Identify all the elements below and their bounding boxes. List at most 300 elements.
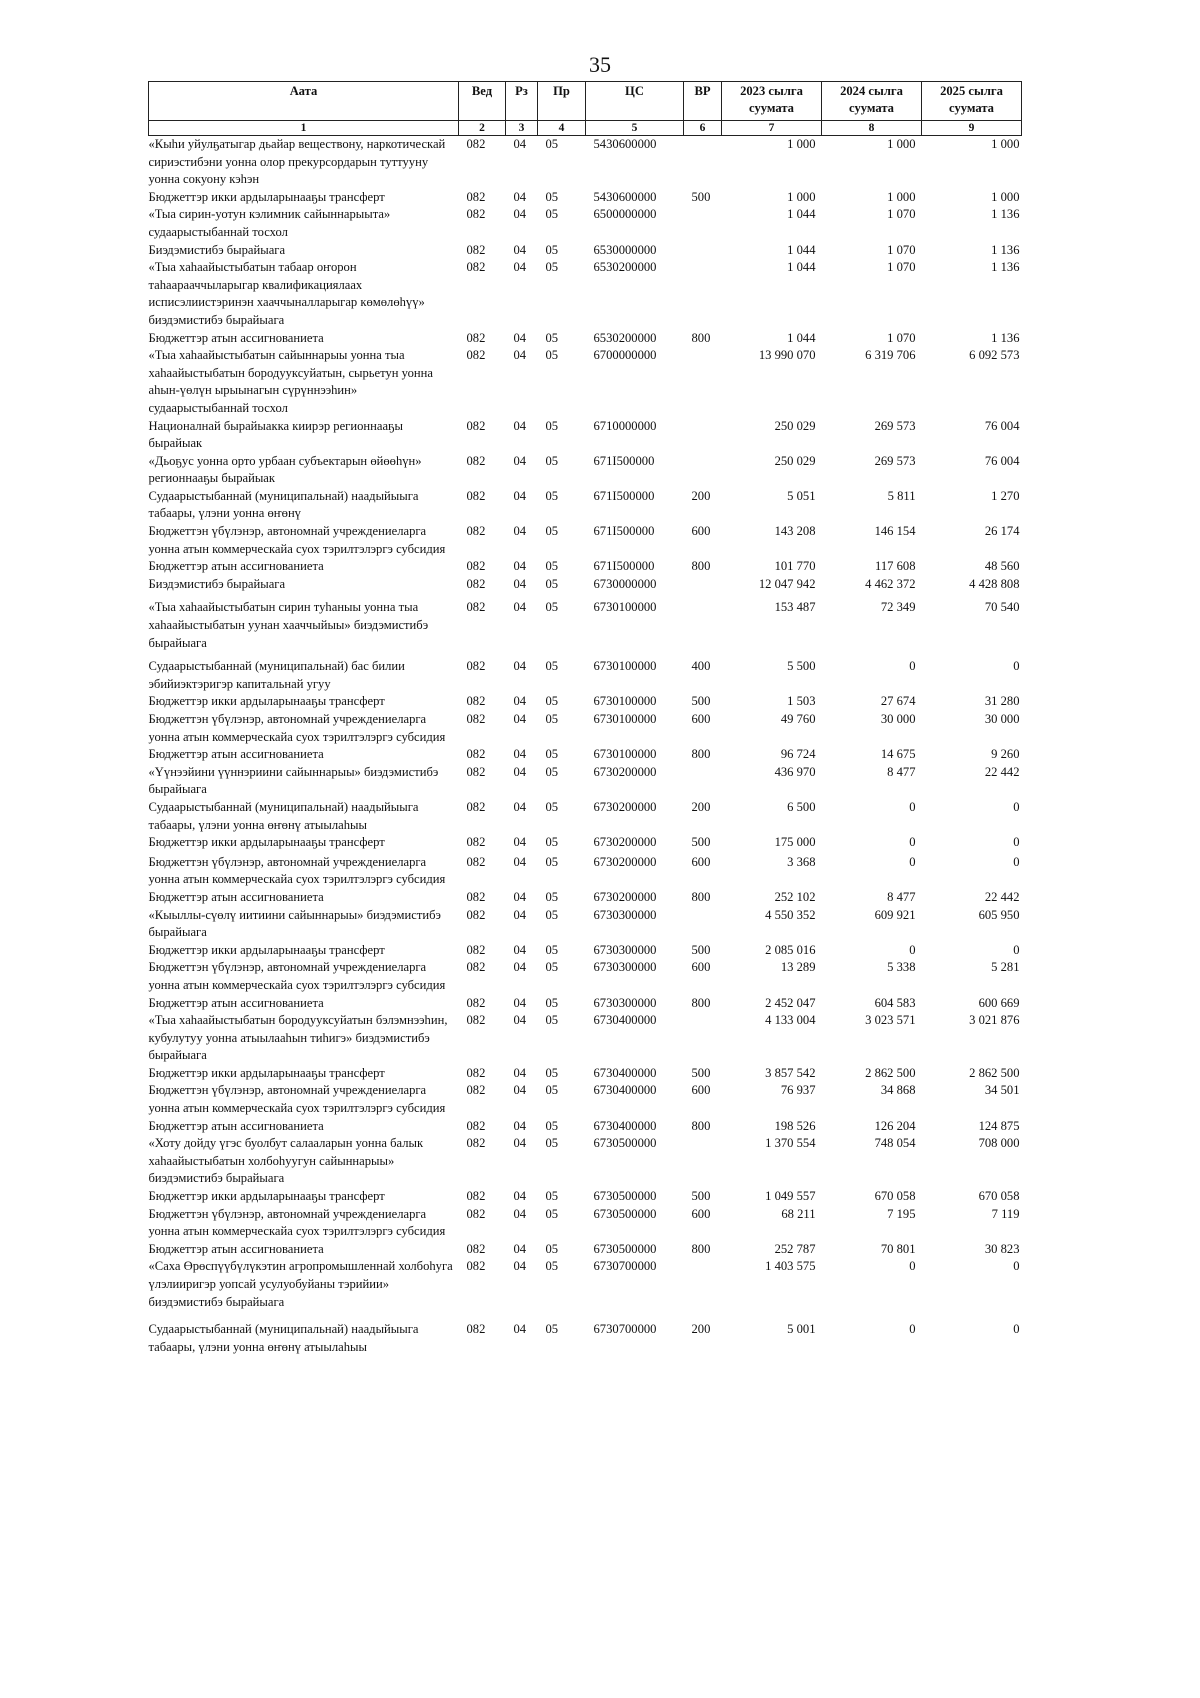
table-row: [149, 1206, 1022, 1241]
row-ved: 082: [466, 260, 486, 275]
row-cs: 6700000000: [593, 348, 657, 363]
row-name: «Саха Өрөспүүбүлүкэтин агропромышленнай холбоһуга үлэлииригэр уопсай усулуобуйаны тэрийии» биэдэмистибэ бырайыага: [148, 1259, 453, 1309]
row-amount-2025: 0: [1013, 659, 1020, 674]
row-pr: 05: [545, 559, 559, 574]
row-vr: [684, 1012, 722, 1065]
table-row: [149, 1188, 1022, 1206]
row-amount-2024: 4 462 372: [865, 576, 916, 591]
row-cs: 6730400000: [593, 1083, 657, 1098]
header-name: Аата: [149, 82, 459, 121]
row-amount-2025: 76 004: [984, 453, 1020, 468]
row-amount-2023: 101 770: [774, 559, 816, 574]
row-vr: [684, 259, 722, 329]
row-pr: 05: [545, 330, 559, 345]
row-name: Бюджеттэр атын ассигнованиета: [148, 1118, 324, 1133]
row-amount-2025: 124 875: [978, 1118, 1020, 1133]
table-row: [149, 1065, 1022, 1083]
row-vr: 200: [691, 799, 711, 814]
table-row: [149, 693, 1022, 711]
row-rz: 04: [513, 600, 527, 615]
table-row: [149, 136, 1022, 189]
row-amount-2025: 1 136: [991, 330, 1020, 345]
row-ved: 082: [466, 524, 486, 539]
row-amount-2025: 1 136: [991, 207, 1020, 222]
row-amount-2025: 605 950: [978, 907, 1020, 922]
row-amount-2023: 49 760: [780, 712, 816, 726]
row-amount-2024: 0: [909, 799, 916, 814]
row-pr: 05: [545, 1083, 559, 1098]
row-rz: 04: [513, 659, 527, 674]
row-pr: 05: [545, 207, 559, 222]
row-amount-2025: 0: [1013, 1322, 1020, 1337]
row-ved: 082: [466, 854, 486, 869]
row-amount-2025: 30 000: [984, 712, 1020, 726]
row-amount-2024: 146 154: [874, 524, 916, 539]
row-ved: 082: [466, 799, 486, 814]
row-amount-2023: 2 452 047: [765, 995, 816, 1010]
row-rz: 04: [513, 1322, 527, 1337]
row-rz: 04: [513, 712, 527, 726]
row-amount-2023: 13 289: [780, 960, 816, 975]
row-vr: 800: [691, 1241, 711, 1256]
column-number: 8: [822, 121, 922, 136]
row-amount-2024: 0: [909, 1259, 916, 1274]
row-vr: 500: [691, 189, 711, 204]
row-name: Судаарыстыбаннай (муниципальнай) наадыйыыга табаары, үлэни уонна өҥөнү атыылаһыы: [148, 1322, 419, 1354]
row-name: Бюджеттэр атын ассигнованиета: [148, 330, 324, 345]
row-amount-2024: 1 070: [887, 207, 916, 222]
row-ved: 082: [466, 712, 486, 726]
row-pr: 05: [545, 1118, 559, 1133]
row-amount-2025: 1 000: [991, 189, 1020, 204]
table-row: [149, 764, 1022, 799]
row-name: Бюджеттэн үбүлэнэр, автономнай учреждениеларга уонна атын коммерческайа суох тэрилтэлэргэ субсидия: [148, 524, 446, 556]
row-amount-2024: 1 000: [887, 137, 916, 151]
row-cs: 6730700000: [593, 1322, 657, 1337]
row-ved: 082: [466, 488, 486, 503]
row-pr: 05: [545, 1013, 559, 1028]
row-rz: 04: [513, 1118, 527, 1133]
row-vr: 800: [691, 1118, 711, 1133]
row-amount-2025: 0: [1013, 1259, 1020, 1274]
row-ved: 082: [466, 1083, 486, 1098]
row-amount-2024: 1 000: [887, 189, 916, 204]
row-amount-2023: 1 049 557: [765, 1189, 816, 1204]
row-amount-2024: 126 204: [874, 1118, 916, 1133]
row-name: Бюджеттэн үбүлэнэр, автономнай учреждениеларга уонна атын коммерческайа суох тэрилтэлэргэ субсидия: [148, 854, 446, 887]
row-name: Бюджеттэр икки ардыларынааҕы трансферт: [148, 942, 385, 957]
row-amount-2025: 670 058: [978, 1189, 1020, 1204]
table-row: [149, 942, 1022, 960]
row-name: «Тыа хаһаайыстыбатын бородууксуйатын бэлэмнээһин, кубулутуу уонна атыылааһын тиһигэ» биэдэмистибэ бырайыага: [148, 1013, 448, 1063]
row-vr: 500: [691, 835, 711, 850]
table-row: [149, 453, 1022, 488]
row-vr: 800: [691, 995, 711, 1010]
row-name: Бюджеттэр атын ассигнованиета: [148, 747, 324, 762]
row-pr: 05: [545, 1322, 559, 1337]
row-pr: 05: [545, 1189, 559, 1204]
row-vr: 600: [691, 1083, 711, 1098]
row-amount-2024: 1 070: [887, 242, 916, 257]
row-cs: 6730100000: [593, 694, 657, 709]
table-row: [149, 330, 1022, 348]
row-ved: 082: [466, 995, 486, 1010]
row-amount-2024: 2 862 500: [865, 1065, 916, 1080]
row-pr: 05: [545, 694, 559, 709]
row-ved: 082: [466, 348, 486, 363]
row-amount-2024: 7 195: [887, 1206, 916, 1221]
row-rz: 04: [513, 1241, 527, 1256]
row-ved: 082: [466, 907, 486, 922]
row-name: Судаарыстыбаннай (муниципальнай) наадыйыыга табаары, үлэни уонна өҥөнү атыылаһыы: [148, 799, 419, 832]
row-amount-2025: 0: [1013, 942, 1020, 957]
row-name: Биэдэмистибэ бырайыага: [148, 242, 286, 257]
row-rz: 04: [513, 835, 527, 850]
row-vr: 800: [691, 747, 711, 762]
table-row: [149, 959, 1022, 994]
row-amount-2023: 1 044: [787, 330, 816, 345]
row-amount-2024: 5 338: [887, 960, 916, 975]
row-pr: 05: [545, 524, 559, 539]
row-amount-2025: 1 136: [991, 260, 1020, 275]
row-ved: 082: [466, 453, 486, 468]
row-amount-2024: 34 868: [880, 1083, 916, 1098]
row-vr: [684, 764, 722, 799]
row-ved: 082: [466, 1065, 486, 1080]
row-cs: 6730500000: [593, 1136, 657, 1151]
row-amount-2024: 27 674: [880, 694, 916, 709]
table-row: [149, 576, 1022, 600]
row-vr: 800: [691, 330, 711, 345]
row-pr: 05: [545, 712, 559, 726]
header-rz: Рз: [506, 82, 538, 121]
row-amount-2024: 269 573: [874, 418, 916, 433]
row-cs: 6730200000: [593, 764, 657, 779]
row-name: Бюджеттэр икки ардыларынааҕы трансферт: [148, 694, 385, 709]
row-name: «Дьоҕус уонна орто урбаан субъектарын өйөөһүн» регионнааҕы бырайыак: [148, 453, 422, 486]
row-amount-2024: 5 811: [887, 488, 916, 503]
row-amount-2023: 5 051: [787, 488, 816, 503]
row-rz: 04: [513, 1259, 527, 1274]
row-cs: 6730100000: [593, 712, 657, 726]
header-2023: 2023 сылга суумата: [722, 82, 822, 121]
row-name: Бюджеттэр атын ассигнованиета: [148, 1241, 324, 1256]
row-amount-2024: 1 070: [887, 330, 916, 345]
row-name: «Тыа хаһаайыстыбатын сайыннарыы уонна тыа хаһаайыстыбатын бородууксуйатын, сырьетун уонна аһын-үөлүн ырыынагын сүрүннээһин» судаарыстыбаннай тосхол: [148, 348, 433, 415]
row-pr: 05: [545, 854, 559, 869]
column-number: 3: [506, 121, 538, 136]
row-amount-2024: 3 023 571: [865, 1013, 916, 1028]
row-name: Судаарыстыбаннай (муниципальнай) наадыйыыга табаары, үлэни уонна өҥөнү: [148, 488, 419, 521]
row-cs: 6730400000: [593, 1118, 657, 1133]
row-amount-2023: 1 044: [787, 242, 816, 257]
row-amount-2023: 4 550 352: [765, 907, 816, 922]
row-amount-2025: 1 136: [991, 242, 1020, 257]
row-rz: 04: [513, 260, 527, 275]
header-2024: 2024 сылга суумата: [822, 82, 922, 121]
table-row: [149, 206, 1022, 241]
row-vr: [684, 347, 722, 417]
column-number: 1: [149, 121, 459, 136]
row-name: Биэдэмистибэ бырайыага: [148, 576, 286, 591]
table-row: [149, 658, 1022, 693]
row-rz: 04: [513, 576, 527, 591]
row-ved: 082: [466, 1189, 486, 1204]
row-amount-2025: 0: [1013, 835, 1020, 850]
row-pr: 05: [545, 764, 559, 779]
row-cs: 671I500000: [593, 453, 655, 468]
row-ved: 082: [466, 1013, 486, 1028]
row-pr: 05: [545, 1065, 559, 1080]
row-pr: 05: [545, 189, 559, 204]
table-row: [149, 189, 1022, 207]
row-rz: 04: [513, 1189, 527, 1204]
row-amount-2025: 600 669: [978, 995, 1020, 1010]
row-cs: 6730100000: [593, 600, 657, 615]
row-cs: 6710000000: [593, 418, 657, 433]
row-name: «Кыыллы-сүөлү иитиини сайыннарыы» биэдэмистибэ бырайыага: [148, 907, 441, 940]
row-pr: 05: [545, 242, 559, 257]
row-ved: 082: [466, 330, 486, 345]
row-amount-2025: 7 119: [991, 1206, 1020, 1221]
row-ved: 082: [466, 1241, 486, 1256]
row-rz: 04: [513, 524, 527, 539]
row-rz: 04: [513, 799, 527, 814]
row-cs: 6730500000: [593, 1189, 657, 1204]
row-amount-2023: 250 029: [774, 418, 816, 433]
row-amount-2023: 76 937: [780, 1083, 816, 1098]
row-cs: 6530000000: [593, 242, 657, 257]
row-vr: [684, 418, 722, 453]
column-number: 4: [538, 121, 586, 136]
row-ved: 082: [466, 960, 486, 975]
row-pr: 05: [545, 1136, 559, 1151]
table-row: [149, 799, 1022, 834]
row-rz: 04: [513, 330, 527, 345]
row-amount-2025: 2 862 500: [969, 1065, 1020, 1080]
row-rz: 04: [513, 747, 527, 762]
table-row: [149, 242, 1022, 260]
row-pr: 05: [545, 889, 559, 904]
table-row: [149, 418, 1022, 453]
table-row: [149, 854, 1022, 889]
table-row: [149, 746, 1022, 764]
row-cs: 6730300000: [593, 995, 657, 1010]
row-cs: 6730500000: [593, 1241, 657, 1256]
table-row: [149, 1258, 1022, 1321]
row-vr: [684, 599, 722, 658]
row-cs: 6730000000: [593, 576, 657, 591]
row-cs: 6730400000: [593, 1065, 657, 1080]
row-amount-2024: 8 477: [887, 889, 916, 904]
row-amount-2025: 48 560: [984, 559, 1020, 574]
row-rz: 04: [513, 348, 527, 363]
row-pr: 05: [545, 960, 559, 975]
row-amount-2025: 5 281: [991, 960, 1020, 975]
row-amount-2025: 22 442: [984, 889, 1020, 904]
row-pr: 05: [545, 453, 559, 468]
row-name: Бюджеттэр атын ассигнованиета: [148, 889, 324, 904]
row-cs: 6730200000: [593, 835, 657, 850]
row-pr: 05: [545, 659, 559, 674]
table-row: [149, 995, 1022, 1013]
table-row: [149, 599, 1022, 658]
row-ved: 082: [466, 1322, 486, 1337]
row-rz: 04: [513, 189, 527, 204]
row-amount-2025: 0: [1013, 799, 1020, 814]
row-amount-2023: 143 208: [774, 524, 816, 539]
table-row: [149, 1012, 1022, 1065]
budget-table: [148, 81, 1022, 1356]
row-ved: 082: [466, 659, 486, 674]
row-vr: 800: [691, 889, 711, 904]
row-name: «Хоту дойду үгэс буолбут салааларын уонна балык хаһаайыстыбатын холбоһуугун сайыннарыы» биэдэмистибэ бырайыага: [148, 1136, 424, 1186]
row-pr: 05: [545, 260, 559, 275]
row-amount-2024: 0: [909, 1322, 916, 1337]
row-name: Бюджеттэн үбүлэнэр, автономнай учреждениеларга уонна атын коммерческайа суох тэрилтэлэргэ субсидия: [148, 1083, 446, 1116]
row-amount-2024: 0: [909, 835, 916, 850]
row-vr: 500: [691, 694, 711, 709]
column-number: 5: [586, 121, 684, 136]
row-vr: 500: [691, 1065, 711, 1080]
row-rz: 04: [513, 942, 527, 957]
row-rz: 04: [513, 854, 527, 869]
row-rz: 04: [513, 1013, 527, 1028]
row-amount-2023: 4 133 004: [765, 1013, 816, 1028]
column-number: 6: [684, 121, 722, 136]
row-pr: 05: [545, 418, 559, 433]
row-pr: 05: [545, 576, 559, 591]
row-name: «Тыа сирин-уотун кэлимник сайыннарыыта» судаарыстыбаннай тосхол: [148, 207, 391, 239]
row-name: Бюджеттэн үбүлэнэр, автономнай учреждениеларга уонна атын коммерческайа суох тэрилтэлэргэ субсидия: [148, 1206, 446, 1239]
row-rz: 04: [513, 242, 527, 257]
row-amount-2024: 604 583: [874, 995, 916, 1010]
row-amount-2023: 252 102: [774, 889, 816, 904]
row-cs: 6530200000: [593, 330, 657, 345]
header-pr: Пр: [538, 82, 586, 121]
row-amount-2023: 3 857 542: [765, 1065, 816, 1080]
row-vr: 600: [691, 1206, 711, 1221]
row-rz: 04: [513, 137, 527, 151]
row-cs: 6530200000: [593, 260, 657, 275]
row-amount-2025: 22 442: [984, 764, 1020, 779]
row-rz: 04: [513, 207, 527, 222]
row-amount-2025: 1 270: [991, 488, 1020, 503]
row-amount-2023: 175 000: [774, 835, 816, 850]
row-cs: 6730100000: [593, 659, 657, 674]
row-ved: 082: [466, 694, 486, 709]
row-ved: 082: [466, 764, 486, 779]
row-name: Бюджеттэн үбүлэнэр, автономнай учреждениеларга уонна атын коммерческайа суох тэрилтэлэргэ субсидия: [148, 712, 446, 744]
row-amount-2025: 34 501: [984, 1083, 1020, 1098]
column-number-row: [149, 121, 1022, 136]
row-amount-2025: 76 004: [984, 418, 1020, 433]
row-amount-2024: 0: [909, 659, 916, 674]
row-vr: [684, 206, 722, 241]
row-vr: 400: [691, 659, 711, 674]
row-rz: 04: [513, 488, 527, 503]
row-amount-2023: 2 085 016: [765, 942, 816, 957]
row-amount-2023: 250 029: [774, 453, 816, 468]
row-vr: 200: [691, 1322, 711, 1337]
row-ved: 082: [466, 1118, 486, 1133]
row-cs: 671I500000: [593, 488, 655, 503]
row-vr: 600: [691, 712, 711, 726]
table-row: [149, 523, 1022, 558]
row-vr: [684, 1135, 722, 1188]
row-name: Бюджеттэр икки ардыларынааҕы трансферт: [148, 189, 385, 204]
row-cs: 671I500000: [593, 559, 655, 574]
row-name: Бюджеттэр атын ассигнованиета: [148, 995, 324, 1010]
row-name: Бюджеттэр икки ардыларынааҕы трансферт: [148, 1065, 385, 1080]
row-ved: 082: [466, 189, 486, 204]
row-amount-2025: 70 540: [984, 600, 1020, 615]
row-rz: 04: [513, 694, 527, 709]
row-rz: 04: [513, 1206, 527, 1221]
row-rz: 04: [513, 1083, 527, 1098]
row-pr: 05: [545, 1206, 559, 1221]
row-ved: 082: [466, 559, 486, 574]
row-amount-2025: 1 000: [991, 137, 1020, 151]
row-amount-2025: 6 092 573: [969, 348, 1020, 363]
row-ved: 082: [466, 1259, 486, 1274]
column-number: 9: [922, 121, 1022, 136]
row-amount-2024: 30 000: [880, 712, 916, 726]
row-cs: 6730700000: [593, 1259, 657, 1274]
row-cs: 671I500000: [593, 524, 655, 539]
row-rz: 04: [513, 453, 527, 468]
row-vr: 200: [691, 488, 711, 503]
row-ved: 082: [466, 207, 486, 222]
header-2025: 2025 сылга суумата: [922, 82, 1022, 121]
row-ved: 082: [466, 942, 486, 957]
row-amount-2024: 70 801: [880, 1241, 916, 1256]
table-row: [149, 1241, 1022, 1259]
table-row: [149, 907, 1022, 942]
row-vr: 600: [691, 960, 711, 975]
row-name: «Кыһи уйулҕатыгар дьайар веществону, наркотическай сириэстибэни уонна олор прекурсордарын туттууну уонна сокуону кэһэн: [148, 137, 446, 187]
table-row: [149, 488, 1022, 523]
table-row: [149, 1118, 1022, 1136]
table-body: [149, 136, 1022, 1357]
row-cs: 6730500000: [593, 1206, 657, 1221]
row-cs: 6730300000: [593, 942, 657, 957]
row-amount-2023: 436 970: [774, 764, 816, 779]
row-rz: 04: [513, 1065, 527, 1080]
row-amount-2023: 5 001: [787, 1322, 816, 1337]
row-amount-2023: 6 500: [787, 799, 816, 814]
row-amount-2025: 4 428 808: [969, 576, 1020, 591]
column-number: 7: [722, 121, 822, 136]
row-pr: 05: [545, 835, 559, 850]
table-row: [149, 711, 1022, 746]
row-cs: 6730200000: [593, 854, 657, 869]
row-amount-2023: 96 724: [780, 747, 816, 762]
row-pr: 05: [545, 747, 559, 762]
row-vr: 500: [691, 942, 711, 957]
row-name: Бюджеттэр икки ардыларынааҕы трансферт: [148, 835, 385, 850]
row-ved: 082: [466, 889, 486, 904]
row-name: Бюджеттэр икки ардыларынааҕы трансферт: [148, 1189, 385, 1204]
row-ved: 082: [466, 1206, 486, 1221]
row-cs: 6730400000: [593, 1013, 657, 1028]
row-amount-2024: 269 573: [874, 453, 916, 468]
row-pr: 05: [545, 907, 559, 922]
row-ved: 082: [466, 576, 486, 591]
row-ved: 082: [466, 600, 486, 615]
row-amount-2023: 12 047 942: [758, 576, 816, 591]
row-name: Судаарыстыбаннай (муниципальнай) бас билии эбийиэктэригэр капитальнай угуу: [148, 659, 405, 691]
